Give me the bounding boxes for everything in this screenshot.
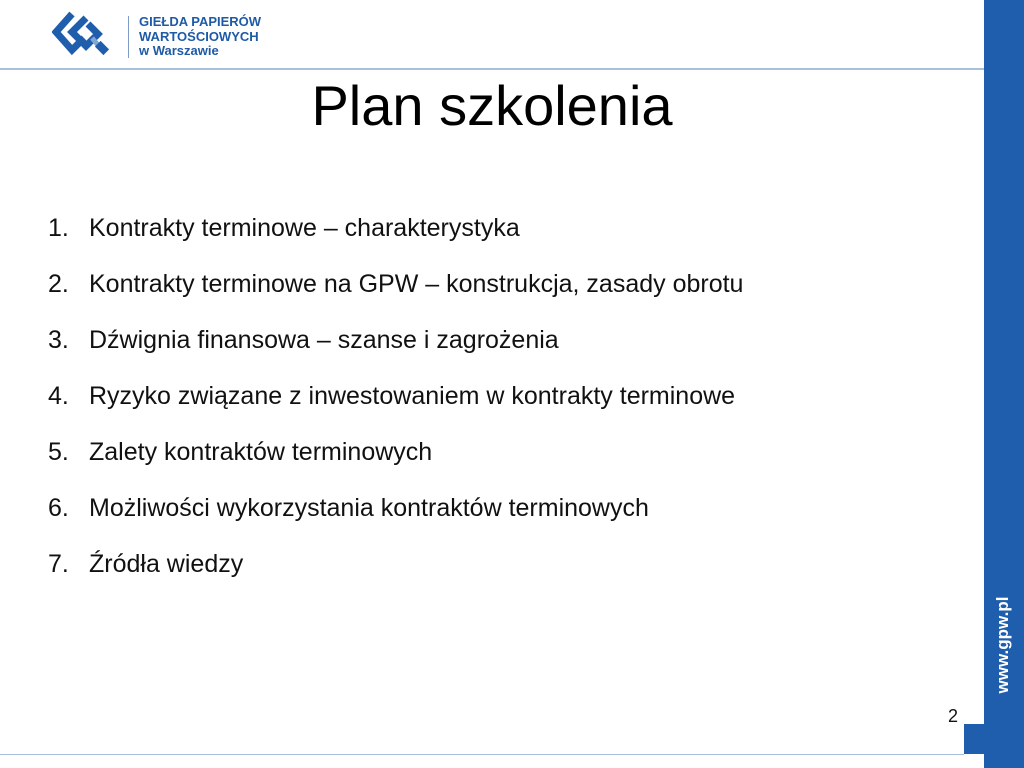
logo-wordmark xyxy=(139,15,261,59)
logo-line-2: WARTOŚCIOWYCH xyxy=(139,28,259,44)
list-item-text: Kontrakty terminowe – charakterystyka xyxy=(89,213,520,242)
corner-strip xyxy=(964,724,984,754)
list-item-text: Źródła wiedzy xyxy=(89,549,244,578)
list-item-number: 3. xyxy=(48,325,69,354)
list-item-text: Dźwignia finansowa – szanse i zagrożenia xyxy=(89,325,559,354)
list-item-number: 5. xyxy=(48,437,69,466)
list-item xyxy=(48,368,743,424)
logo-line-1: GIEŁDA PAPIERÓW xyxy=(139,14,262,29)
list-item-text: Kontrakty terminowe na GPW – konstrukcja, zasady obrotu xyxy=(89,269,744,298)
list-item xyxy=(48,312,743,368)
list-item-number: 6. xyxy=(48,493,69,522)
logo-divider xyxy=(128,16,129,58)
list-item-number: 1. xyxy=(48,213,69,242)
slide-title: Plan szkolenia xyxy=(311,74,673,137)
list-item-text: Zalety kontraktów terminowych xyxy=(89,437,433,466)
list-item-text: Ryzyko związane z inwestowaniem w kontrakty terminowe xyxy=(89,381,736,410)
list-item xyxy=(48,200,743,256)
list-item xyxy=(48,536,743,592)
page-number: 2 xyxy=(948,706,959,726)
footer-rule xyxy=(0,754,964,755)
gpw-logo-icon xyxy=(52,8,112,60)
sidebar-url: www.gpw.pl xyxy=(993,596,1012,694)
list-item xyxy=(48,424,743,480)
list-item-number: 4. xyxy=(48,381,69,410)
slide-header xyxy=(0,0,984,70)
agenda-list xyxy=(48,200,743,592)
list-item-number: 7. xyxy=(48,549,69,578)
list-item-text: Możliwości wykorzystania kontraktów terminowych xyxy=(89,493,649,522)
list-item xyxy=(48,256,743,312)
list-item xyxy=(48,480,743,536)
list-item-number: 2. xyxy=(48,269,69,298)
logo-line-3: w Warszawie xyxy=(139,43,219,58)
